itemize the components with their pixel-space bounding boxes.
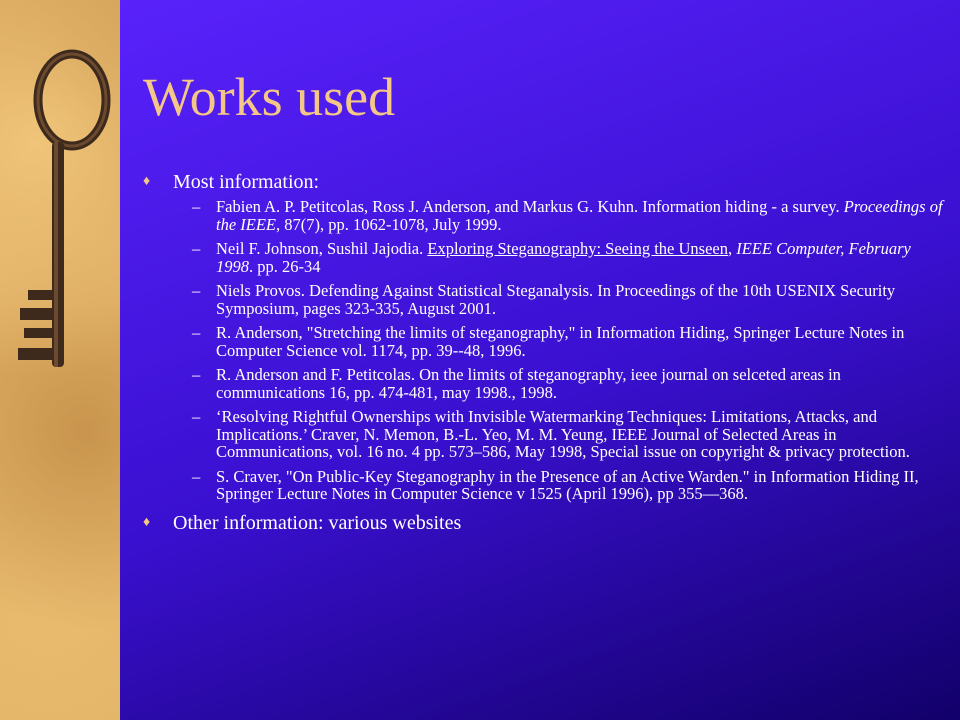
reference-text: Niels Provos. Defending Against Statistical Steganalysis. In Proceedings of the 10th USENIX Security Symposium, pages 323-335, August 2001. bbox=[216, 281, 896, 318]
reference-text: S. Craver, "On Public-Key Steganography in the Presence of an Active Warden." in Information Hiding II, Springer Lecture Notes in Computer Science v 1525 (April 1996), pp 355—368. bbox=[216, 466, 919, 503]
dash-marker: – bbox=[192, 365, 201, 384]
diamond-bullet-icon: ♦ bbox=[143, 174, 151, 189]
reference-text: Neil F. Johnson, Sushil Jajodia. bbox=[216, 239, 428, 258]
reference-text: , bbox=[727, 239, 737, 258]
bullet-item bbox=[143, 170, 943, 194]
reference-text: , 87(7), pp. 1062-1078, July 1999. bbox=[276, 214, 502, 234]
reference-item bbox=[192, 366, 943, 401]
old-key-image bbox=[0, 30, 120, 380]
reference-item bbox=[192, 240, 943, 275]
dash-marker: – bbox=[192, 281, 201, 300]
dash-marker: – bbox=[192, 407, 201, 426]
dash-marker: – bbox=[192, 197, 201, 216]
reference-item bbox=[192, 324, 943, 359]
reference-text: . pp. 26-34 bbox=[249, 256, 321, 276]
reference-text: R. Anderson, "Stretching the limits of steganography," in Information Hiding, Springer Lecture Notes in Computer Science vol. 1174, pp. 39--48, 1996. bbox=[216, 323, 905, 360]
dash-marker: – bbox=[192, 323, 201, 342]
slide-title: Works used bbox=[143, 67, 396, 127]
bullet-text: Other information: various websites bbox=[173, 511, 462, 534]
reference-link[interactable]: Exploring Steganography: Seeing the Unseen bbox=[427, 239, 728, 258]
reference-list bbox=[143, 198, 943, 503]
reference-journal: IEEE Computer, February 1998 bbox=[216, 239, 911, 276]
reference-text: R. Anderson and F. Petitcolas. On the limits of steganography, ieee journal on selceted areas in communications 16, pp. 474-481, may 1998., 1998. bbox=[216, 365, 841, 402]
reference-text: ‘Resolving Rightful Ownerships with Invisible Watermarking Techniques: Limitations, Attacks, and Implications.’ Craver, N. Memon, B.-L. Yeo, M. M. Yeung, IEEE Journal of Selected Areas in Communications, vol. 16 no. 4 pp. 573–586, May 1998, Special issue on copyright & privacy protection. bbox=[216, 407, 910, 461]
diamond-bullet-icon: ♦ bbox=[143, 514, 151, 530]
reference-item bbox=[192, 408, 943, 461]
bullet-text: Most information: bbox=[173, 171, 320, 193]
dash-marker: – bbox=[192, 239, 201, 258]
reference-journal: Proceedings of the IEEE bbox=[216, 197, 943, 234]
reference-text: Fabien A. P. Petitcolas, Ross J. Anderson, and Markus G. Kuhn. Information hiding - a survey. bbox=[216, 197, 844, 216]
slide-content bbox=[143, 170, 943, 535]
reference-item bbox=[192, 282, 943, 317]
side-texture-strip bbox=[0, 0, 120, 720]
reference-item bbox=[192, 468, 943, 503]
dash-marker: – bbox=[192, 466, 201, 486]
reference-item bbox=[192, 198, 943, 233]
bullet-item bbox=[143, 511, 943, 535]
